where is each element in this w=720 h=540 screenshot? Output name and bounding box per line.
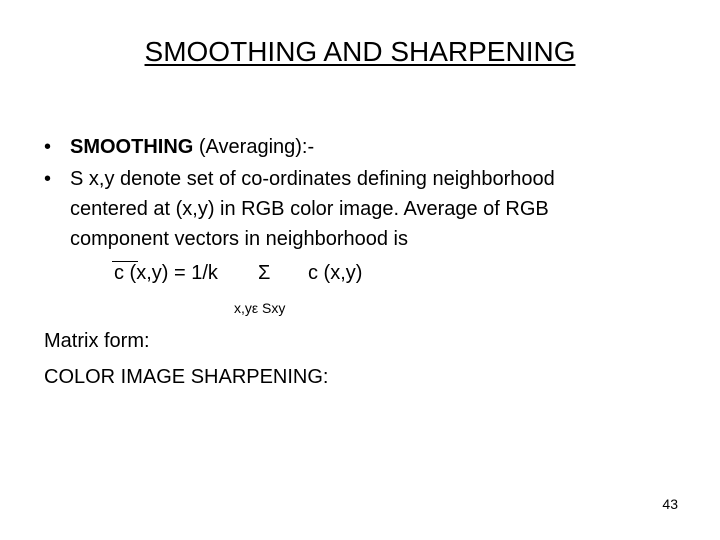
sigma-symbol: Σ [258, 262, 271, 284]
sharpening-heading: COLOR IMAGE SHARPENING: [44, 366, 329, 388]
bullet-text [70, 132, 314, 162]
matrix-form-label: Matrix form: [44, 330, 150, 352]
bullet-marker: • [44, 136, 52, 158]
formula-subscript: x,yε Sxy [234, 300, 286, 316]
formula-lhs: c (x,y) = 1/k [114, 262, 218, 284]
bullet-rest: (Averaging):- [193, 136, 315, 158]
bullet-line-3: component vectors in neighborhood is [70, 228, 408, 250]
bullet-line-2: centered at (x,y) in RGB color image. Average of RGB [70, 198, 549, 220]
slide-title: SMOOTHING AND SHARPENING [144, 36, 576, 67]
page-number: 43 [662, 496, 678, 512]
bullet-marker: • [44, 168, 52, 190]
formula-sum-term: c (x,y) [308, 262, 363, 284]
bullet-bold-heading: SMOOTHING [70, 136, 194, 158]
bullet-line-1: S x,y denote set of co-ordinates defining neighborhood [70, 168, 555, 190]
